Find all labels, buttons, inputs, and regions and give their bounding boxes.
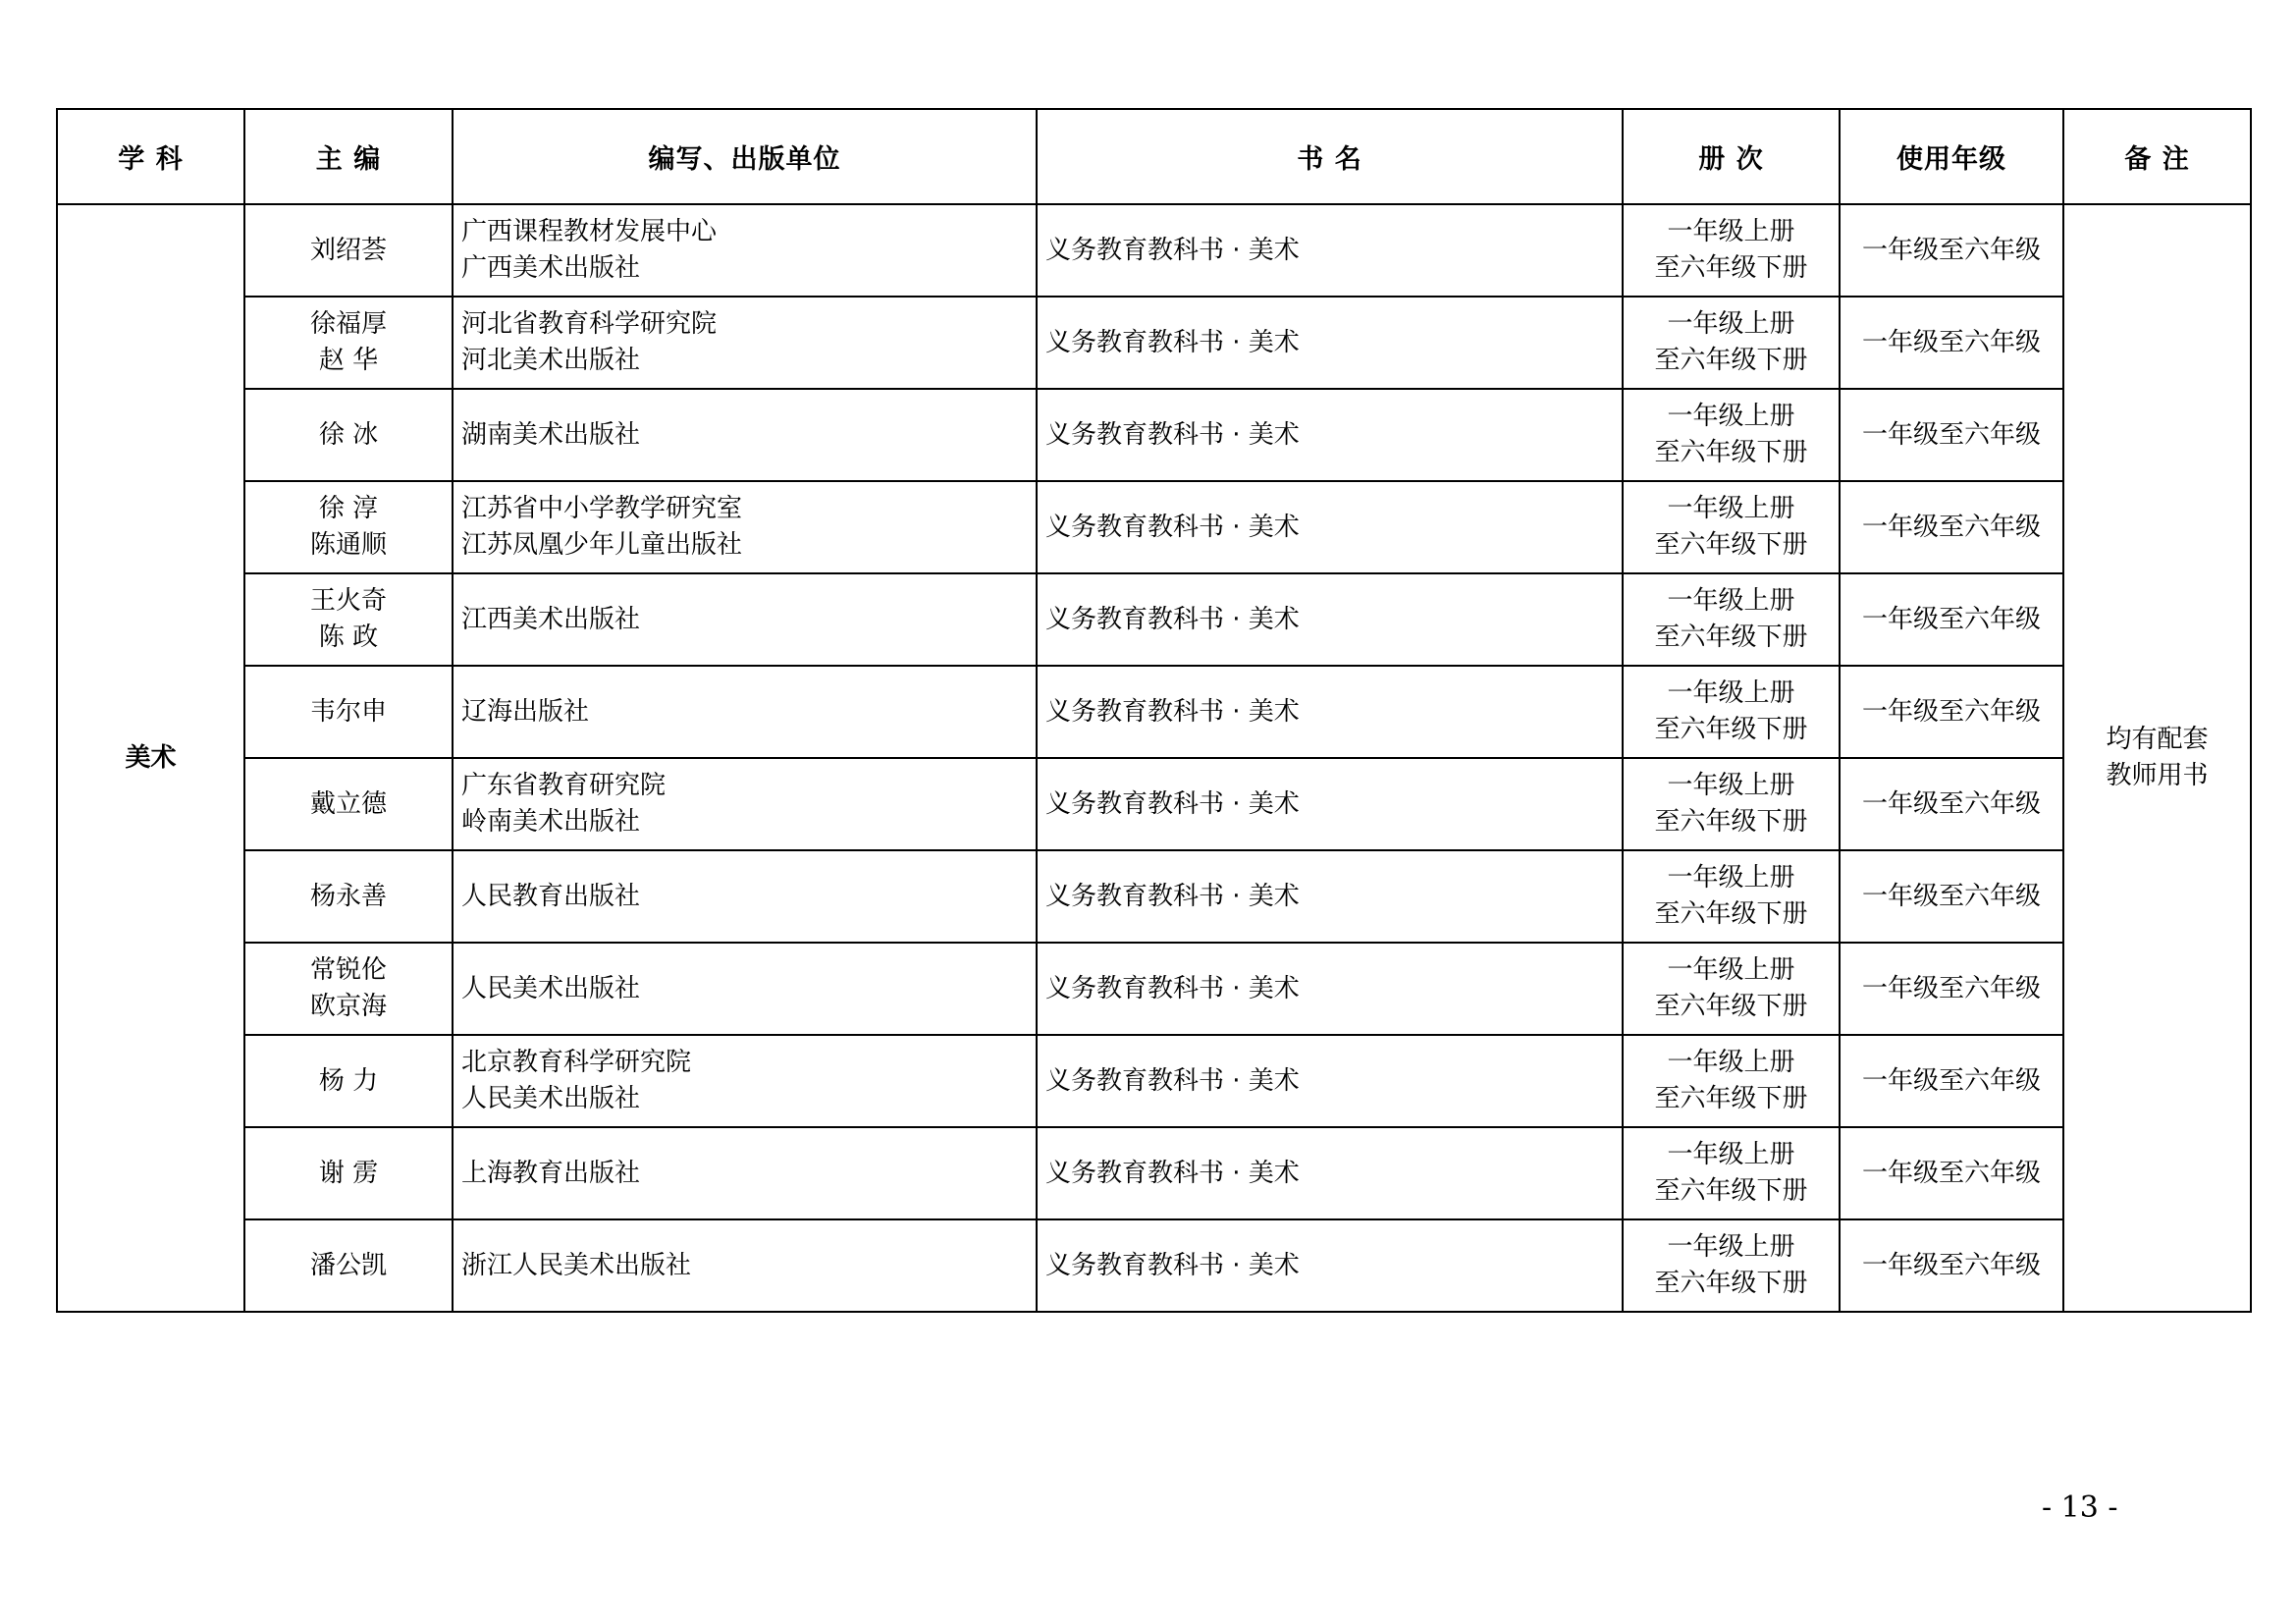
header-publisher: 编写、出版单位 xyxy=(453,109,1037,204)
table-row xyxy=(57,1035,2251,1127)
editor-name: 刘绍荟 xyxy=(309,235,387,265)
table-row xyxy=(57,943,2251,1035)
volume-cell xyxy=(1623,850,1840,943)
volume-line: 至六年级下册 xyxy=(1654,623,1808,652)
table-row xyxy=(57,389,2251,481)
volume-cell xyxy=(1623,481,1840,573)
textbook-catalog-table xyxy=(56,108,2252,1313)
publisher-name: 江苏省中小学教学研究室 xyxy=(461,494,743,523)
publisher-name: 人民美术出版社 xyxy=(461,1084,641,1113)
publisher-cell xyxy=(453,943,1037,1035)
grade-cell: 一年级至六年级 xyxy=(1840,204,2063,297)
editor-name: 谢 雳 xyxy=(318,1158,379,1188)
book-title-cell: 义务教育教科书 · 美术 xyxy=(1037,297,1623,389)
grade-cell: 一年级至六年级 xyxy=(1840,943,2063,1035)
publisher-cell xyxy=(453,481,1037,573)
editor-name: 徐 淳 xyxy=(318,494,379,523)
grade-cell: 一年级至六年级 xyxy=(1840,850,2063,943)
grade-cell: 一年级至六年级 xyxy=(1840,573,2063,666)
editor-cell xyxy=(244,1127,453,1219)
volume-cell xyxy=(1623,389,1840,481)
publisher-name: 辽海出版社 xyxy=(461,696,590,727)
publisher-cell xyxy=(453,297,1037,389)
editor-cell xyxy=(244,573,453,666)
volume-cell xyxy=(1623,297,1840,389)
table-row xyxy=(57,1127,2251,1219)
volume-cell xyxy=(1623,204,1840,297)
page-number: - 13 - xyxy=(2042,1490,2118,1525)
book-title-cell: 义务教育教科书 · 美术 xyxy=(1037,1127,1623,1219)
volume-cell xyxy=(1623,1035,1840,1127)
subject-cell: 美术 xyxy=(57,204,244,1312)
editor-cell xyxy=(244,666,453,758)
volume-line: 至六年级下册 xyxy=(1654,438,1808,467)
editor-cell xyxy=(244,204,453,297)
grade-cell: 一年级至六年级 xyxy=(1840,1127,2063,1219)
editor-name: 潘公凯 xyxy=(309,1250,387,1280)
publisher-name: 湖南美术出版社 xyxy=(461,419,641,450)
volume-line: 至六年级下册 xyxy=(1654,715,1808,744)
publisher-cell xyxy=(453,850,1037,943)
editor-cell xyxy=(244,297,453,389)
volume-cell xyxy=(1623,666,1840,758)
volume-line: 一年级上册 xyxy=(1667,217,1795,246)
volume-cell xyxy=(1623,758,1840,850)
volume-line: 至六年级下册 xyxy=(1654,346,1808,375)
editor-name: 常锐伦 xyxy=(309,955,387,985)
volume-line: 至六年级下册 xyxy=(1654,899,1808,929)
editor-name: 王火奇 xyxy=(309,586,387,616)
publisher-name: 广西美术出版社 xyxy=(461,253,641,283)
volume-line: 一年级上册 xyxy=(1667,771,1795,800)
volume-cell xyxy=(1623,1127,1840,1219)
editor-name: 赵 华 xyxy=(318,346,379,375)
volume-cell xyxy=(1623,573,1840,666)
volume-line: 一年级上册 xyxy=(1667,678,1795,708)
publisher-cell xyxy=(453,1219,1037,1312)
volume-line: 至六年级下册 xyxy=(1654,1084,1808,1113)
volume-line: 至六年级下册 xyxy=(1654,807,1808,837)
remark-cell xyxy=(2063,204,2251,1312)
table-header-row xyxy=(57,109,2251,204)
grade-cell: 一年级至六年级 xyxy=(1840,1035,2063,1127)
volume-line: 一年级上册 xyxy=(1667,1048,1795,1077)
publisher-name: 河北省教育科学研究院 xyxy=(461,309,718,339)
table-row xyxy=(57,573,2251,666)
editor-name: 徐 冰 xyxy=(318,419,379,450)
volume-line: 至六年级下册 xyxy=(1654,1176,1808,1206)
table-row xyxy=(57,666,2251,758)
volume-cell xyxy=(1623,1219,1840,1312)
publisher-name: 广西课程教材发展中心 xyxy=(461,217,718,246)
volume-line: 一年级上册 xyxy=(1667,309,1795,339)
publisher-name: 江西美术出版社 xyxy=(461,604,641,634)
editor-cell xyxy=(244,1219,453,1312)
book-title-cell: 义务教育教科书 · 美术 xyxy=(1037,666,1623,758)
volume-line: 一年级上册 xyxy=(1667,1232,1795,1262)
header-grade: 使用年级 xyxy=(1840,109,2063,204)
editor-cell xyxy=(244,943,453,1035)
publisher-cell xyxy=(453,573,1037,666)
editor-cell xyxy=(244,758,453,850)
table-row xyxy=(57,758,2251,850)
publisher-name: 广东省教育研究院 xyxy=(461,771,667,800)
editor-name: 陈通顺 xyxy=(309,530,387,560)
header-remark: 备 注 xyxy=(2063,109,2251,204)
publisher-cell xyxy=(453,204,1037,297)
publisher-name: 岭南美术出版社 xyxy=(461,807,641,837)
grade-cell: 一年级至六年级 xyxy=(1840,297,2063,389)
editor-cell xyxy=(244,850,453,943)
publisher-cell xyxy=(453,666,1037,758)
header-editor: 主 编 xyxy=(244,109,453,204)
editor-name: 徐福厚 xyxy=(309,309,387,339)
publisher-cell xyxy=(453,758,1037,850)
book-title-cell: 义务教育教科书 · 美术 xyxy=(1037,481,1623,573)
remark-line: 教师用书 xyxy=(2106,761,2209,790)
volume-line: 一年级上册 xyxy=(1667,955,1795,985)
editor-name: 韦尔申 xyxy=(309,696,387,727)
publisher-cell xyxy=(453,389,1037,481)
book-title-cell: 义务教育教科书 · 美术 xyxy=(1037,389,1623,481)
volume-line: 至六年级下册 xyxy=(1654,992,1808,1021)
table-row xyxy=(57,204,2251,297)
publisher-name: 上海教育出版社 xyxy=(461,1158,641,1188)
publisher-name: 浙江人民美术出版社 xyxy=(461,1250,692,1280)
grade-cell: 一年级至六年级 xyxy=(1840,666,2063,758)
book-title-cell: 义务教育教科书 · 美术 xyxy=(1037,850,1623,943)
editor-name: 戴立德 xyxy=(309,788,387,819)
editor-name: 陈 政 xyxy=(318,623,379,652)
header-subject: 学 科 xyxy=(57,109,244,204)
grade-cell: 一年级至六年级 xyxy=(1840,389,2063,481)
editor-name: 杨 力 xyxy=(318,1065,379,1096)
remark-line: 均有配套 xyxy=(2106,725,2209,754)
editor-cell xyxy=(244,1035,453,1127)
publisher-cell xyxy=(453,1035,1037,1127)
publisher-cell xyxy=(453,1127,1037,1219)
publisher-name: 北京教育科学研究院 xyxy=(461,1048,692,1077)
editor-name: 欧京海 xyxy=(309,992,387,1021)
book-title-cell: 义务教育教科书 · 美术 xyxy=(1037,1035,1623,1127)
volume-line: 至六年级下册 xyxy=(1654,1269,1808,1298)
grade-cell: 一年级至六年级 xyxy=(1840,481,2063,573)
book-title-cell: 义务教育教科书 · 美术 xyxy=(1037,204,1623,297)
grade-cell: 一年级至六年级 xyxy=(1840,1219,2063,1312)
publisher-name: 河北美术出版社 xyxy=(461,346,641,375)
volume-line: 一年级上册 xyxy=(1667,863,1795,893)
header-title: 书 名 xyxy=(1037,109,1623,204)
table-row xyxy=(57,481,2251,573)
volume-line: 至六年级下册 xyxy=(1654,530,1808,560)
table-body xyxy=(57,204,2251,1312)
volume-line: 至六年级下册 xyxy=(1654,253,1808,283)
book-title-cell: 义务教育教科书 · 美术 xyxy=(1037,1219,1623,1312)
grade-cell: 一年级至六年级 xyxy=(1840,758,2063,850)
book-title-cell: 义务教育教科书 · 美术 xyxy=(1037,758,1623,850)
volume-cell xyxy=(1623,943,1840,1035)
publisher-name: 人民美术出版社 xyxy=(461,973,641,1003)
volume-line: 一年级上册 xyxy=(1667,1140,1795,1169)
table-row xyxy=(57,850,2251,943)
table-row xyxy=(57,1219,2251,1312)
volume-line: 一年级上册 xyxy=(1667,402,1795,431)
volume-line: 一年级上册 xyxy=(1667,494,1795,523)
editor-cell xyxy=(244,481,453,573)
table-row xyxy=(57,297,2251,389)
publisher-name: 人民教育出版社 xyxy=(461,881,641,911)
publisher-name: 江苏凤凰少年儿童出版社 xyxy=(461,530,743,560)
book-title-cell: 义务教育教科书 · 美术 xyxy=(1037,943,1623,1035)
editor-cell xyxy=(244,389,453,481)
header-volume: 册 次 xyxy=(1623,109,1840,204)
volume-line: 一年级上册 xyxy=(1667,586,1795,616)
editor-name: 杨永善 xyxy=(309,881,387,911)
book-title-cell: 义务教育教科书 · 美术 xyxy=(1037,573,1623,666)
